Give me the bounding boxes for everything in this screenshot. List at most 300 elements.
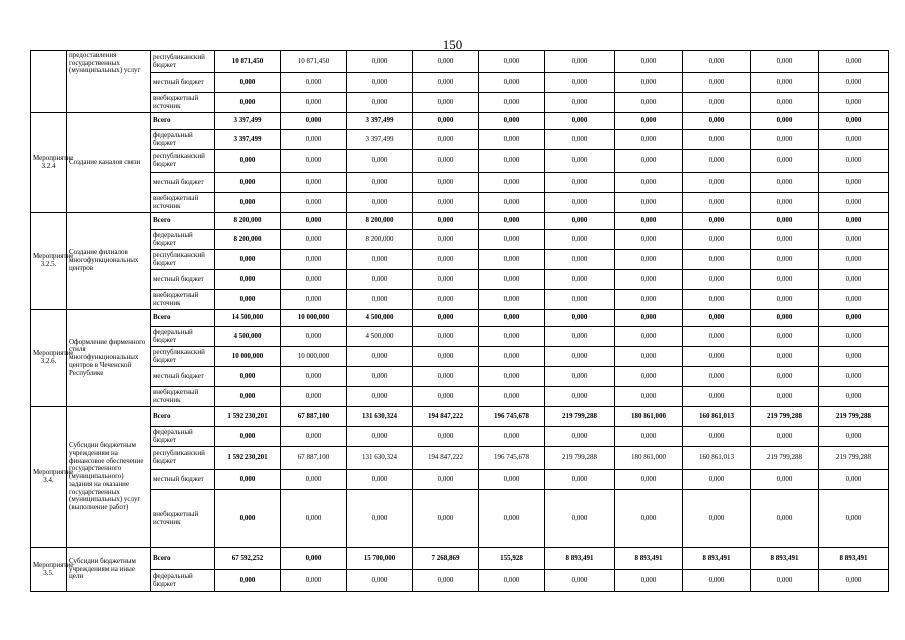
- value-cell: 0,000: [615, 427, 683, 447]
- value-cell: 0,000: [347, 490, 413, 548]
- table-row: [31, 250, 889, 270]
- value-cell: 0,000: [413, 193, 479, 213]
- value-cell: 0,000: [347, 347, 413, 367]
- value-cell: 0,000: [479, 290, 545, 310]
- value-cell: 0,000: [683, 250, 751, 270]
- value-cell: 0,000: [683, 130, 751, 150]
- value-cell: 131 630,324: [347, 407, 413, 427]
- value-cell: 0,000: [281, 490, 347, 548]
- value-cell: 0,000: [413, 213, 479, 230]
- value-cell: 0,000: [683, 193, 751, 213]
- total-cell: 0,000: [215, 387, 281, 407]
- value-cell: 10 871,450: [281, 51, 347, 73]
- total-cell: 10 871,450: [215, 51, 281, 73]
- value-cell: 0,000: [545, 113, 615, 130]
- value-cell: 0,000: [615, 347, 683, 367]
- value-cell: 0,000: [819, 230, 889, 250]
- total-cell: 0,000: [215, 290, 281, 310]
- total-cell: 3 397,499: [215, 113, 281, 130]
- value-cell: 0,000: [615, 150, 683, 173]
- table-row: [31, 447, 889, 470]
- funding-source: местный бюджет: [151, 73, 215, 93]
- value-cell: 0,000: [751, 213, 819, 230]
- value-cell: 0,000: [479, 367, 545, 387]
- value-cell: 0,000: [413, 347, 479, 367]
- value-cell: 0,000: [819, 150, 889, 173]
- table-row: [31, 427, 889, 447]
- measure-name: Создание филиалов многофункциональных центров: [67, 213, 151, 310]
- value-cell: 0,000: [545, 250, 615, 270]
- value-cell: 0,000: [413, 310, 479, 327]
- value-cell: 0,000: [751, 150, 819, 173]
- measure-name: Субсидии бюджетным учреждениям на финансовое обеспечение государственного (муниципального) задания на оказание государственных (муниципальных) услуг (выполнение работ): [67, 407, 151, 548]
- table-row: [31, 387, 889, 407]
- total-cell: 0,000: [215, 173, 281, 193]
- value-cell: 0,000: [413, 470, 479, 490]
- value-cell: 0,000: [819, 73, 889, 93]
- value-cell: 0,000: [281, 113, 347, 130]
- funding-source: внебюджетный источник: [151, 193, 215, 213]
- value-cell: 0,000: [751, 367, 819, 387]
- value-cell: 0,000: [683, 51, 751, 73]
- value-cell: 0,000: [479, 150, 545, 173]
- value-cell: 0,000: [413, 130, 479, 150]
- value-cell: 0,000: [545, 51, 615, 73]
- value-cell: 0,000: [751, 113, 819, 130]
- value-cell: 0,000: [479, 570, 545, 592]
- budget-table: [30, 50, 889, 592]
- measure-code: Мероприятие 3.4.: [31, 407, 67, 548]
- value-cell: 8 893,491: [545, 548, 615, 570]
- value-cell: 0,000: [545, 367, 615, 387]
- value-cell: 155,928: [479, 548, 545, 570]
- value-cell: 0,000: [545, 230, 615, 250]
- funding-source: внебюджетный источник: [151, 290, 215, 310]
- value-cell: 0,000: [413, 327, 479, 347]
- value-cell: 3 397,499: [347, 130, 413, 150]
- value-cell: 0,000: [819, 570, 889, 592]
- total-cell: 8 200,000: [215, 230, 281, 250]
- value-cell: 219 799,288: [751, 407, 819, 427]
- table-row: [31, 150, 889, 173]
- value-cell: 0,000: [347, 193, 413, 213]
- value-cell: 0,000: [751, 250, 819, 270]
- value-cell: 10 000,000: [281, 347, 347, 367]
- value-cell: 0,000: [751, 427, 819, 447]
- funding-source: Всего: [151, 213, 215, 230]
- table-row: [31, 113, 889, 130]
- value-cell: 0,000: [615, 270, 683, 290]
- funding-source: федеральный бюджет: [151, 570, 215, 592]
- value-cell: 8 893,491: [683, 548, 751, 570]
- value-cell: 0,000: [281, 470, 347, 490]
- value-cell: 0,000: [751, 387, 819, 407]
- value-cell: 0,000: [479, 310, 545, 327]
- value-cell: 0,000: [615, 250, 683, 270]
- value-cell: 0,000: [545, 470, 615, 490]
- value-cell: 0,000: [347, 173, 413, 193]
- value-cell: 0,000: [479, 193, 545, 213]
- value-cell: 0,000: [683, 290, 751, 310]
- value-cell: 0,000: [683, 113, 751, 130]
- funding-source: местный бюджет: [151, 367, 215, 387]
- value-cell: 0,000: [683, 387, 751, 407]
- table-row: [31, 407, 889, 427]
- value-cell: 0,000: [479, 130, 545, 150]
- value-cell: 0,000: [751, 327, 819, 347]
- value-cell: 0,000: [683, 570, 751, 592]
- value-cell: 8 893,491: [751, 548, 819, 570]
- table-body: [31, 51, 889, 592]
- measure-code: Мероприятие 3.2.5.: [31, 213, 67, 310]
- value-cell: 8 893,491: [819, 548, 889, 570]
- value-cell: 0,000: [751, 290, 819, 310]
- value-cell: 0,000: [819, 193, 889, 213]
- value-cell: 0,000: [347, 250, 413, 270]
- value-cell: 0,000: [615, 130, 683, 150]
- value-cell: 0,000: [545, 387, 615, 407]
- value-cell: 0,000: [819, 490, 889, 548]
- value-cell: 0,000: [751, 270, 819, 290]
- value-cell: 0,000: [751, 73, 819, 93]
- value-cell: 219 799,288: [545, 407, 615, 427]
- value-cell: 0,000: [413, 51, 479, 73]
- value-cell: 0,000: [281, 290, 347, 310]
- value-cell: 0,000: [347, 367, 413, 387]
- value-cell: 0,000: [545, 150, 615, 173]
- value-cell: 8 200,000: [347, 230, 413, 250]
- value-cell: 0,000: [347, 73, 413, 93]
- funding-source: местный бюджет: [151, 270, 215, 290]
- value-cell: 0,000: [479, 73, 545, 93]
- value-cell: 0,000: [819, 113, 889, 130]
- table-row: [31, 93, 889, 113]
- funding-source: Всего: [151, 407, 215, 427]
- value-cell: 0,000: [479, 490, 545, 548]
- value-cell: 0,000: [615, 93, 683, 113]
- value-cell: 0,000: [413, 113, 479, 130]
- value-cell: 67 887,100: [281, 447, 347, 470]
- value-cell: 0,000: [683, 213, 751, 230]
- value-cell: 0,000: [545, 213, 615, 230]
- value-cell: 0,000: [819, 250, 889, 270]
- value-cell: 0,000: [819, 327, 889, 347]
- value-cell: 0,000: [545, 290, 615, 310]
- table-row: [31, 310, 889, 327]
- table-row: [31, 290, 889, 310]
- value-cell: 0,000: [819, 470, 889, 490]
- funding-source: внебюджетный источник: [151, 93, 215, 113]
- value-cell: 0,000: [281, 193, 347, 213]
- value-cell: 0,000: [819, 213, 889, 230]
- value-cell: 0,000: [347, 150, 413, 173]
- value-cell: 0,000: [751, 173, 819, 193]
- value-cell: 0,000: [615, 230, 683, 250]
- value-cell: 0,000: [819, 173, 889, 193]
- value-cell: 0,000: [281, 150, 347, 173]
- value-cell: 0,000: [413, 230, 479, 250]
- table-row: [31, 193, 889, 213]
- value-cell: 0,000: [413, 290, 479, 310]
- funding-source: республиканский бюджет: [151, 347, 215, 367]
- value-cell: 0,000: [347, 387, 413, 407]
- measure-code: Мероприятие 3.2.4: [31, 113, 67, 213]
- value-cell: 0,000: [751, 230, 819, 250]
- value-cell: 0,000: [413, 367, 479, 387]
- value-cell: 0,000: [413, 250, 479, 270]
- value-cell: 0,000: [281, 427, 347, 447]
- value-cell: 196 745,678: [479, 447, 545, 470]
- value-cell: 0,000: [347, 570, 413, 592]
- value-cell: 194 847,222: [413, 407, 479, 427]
- value-cell: 0,000: [819, 93, 889, 113]
- measure-code: [31, 51, 67, 113]
- value-cell: 0,000: [683, 93, 751, 113]
- table-row: [31, 51, 889, 73]
- funding-source: республиканский бюджет: [151, 51, 215, 73]
- value-cell: 0,000: [751, 193, 819, 213]
- value-cell: 180 861,000: [615, 407, 683, 427]
- measure-name: Создание каналов связи: [67, 113, 151, 213]
- value-cell: 0,000: [479, 230, 545, 250]
- value-cell: 0,000: [545, 490, 615, 548]
- value-cell: 0,000: [545, 427, 615, 447]
- value-cell: 0,000: [819, 367, 889, 387]
- table-row: [31, 130, 889, 150]
- value-cell: 0,000: [683, 173, 751, 193]
- value-cell: 0,000: [479, 113, 545, 130]
- total-cell: 0,000: [215, 270, 281, 290]
- value-cell: 4 500,000: [347, 327, 413, 347]
- value-cell: 0,000: [545, 270, 615, 290]
- value-cell: 0,000: [347, 290, 413, 310]
- value-cell: 0,000: [281, 173, 347, 193]
- value-cell: 0,000: [347, 93, 413, 113]
- value-cell: 0,000: [545, 93, 615, 113]
- value-cell: 0,000: [615, 290, 683, 310]
- value-cell: 0,000: [615, 490, 683, 548]
- value-cell: 0,000: [347, 470, 413, 490]
- funding-source: федеральный бюджет: [151, 327, 215, 347]
- value-cell: 0,000: [615, 387, 683, 407]
- value-cell: 10 000,000: [281, 310, 347, 327]
- value-cell: 0,000: [545, 310, 615, 327]
- value-cell: 0,000: [615, 51, 683, 73]
- value-cell: 0,000: [545, 327, 615, 347]
- value-cell: 0,000: [615, 367, 683, 387]
- value-cell: 0,000: [683, 310, 751, 327]
- value-cell: 0,000: [281, 230, 347, 250]
- table-row: [31, 347, 889, 367]
- value-cell: 0,000: [281, 327, 347, 347]
- value-cell: 8 200,000: [347, 213, 413, 230]
- value-cell: 4 500,000: [347, 310, 413, 327]
- value-cell: 0,000: [281, 548, 347, 570]
- value-cell: 0,000: [347, 270, 413, 290]
- value-cell: 0,000: [683, 490, 751, 548]
- table-row: [31, 470, 889, 490]
- value-cell: 0,000: [413, 150, 479, 173]
- value-cell: 0,000: [615, 73, 683, 93]
- measure-name: предоставления государственных (муниципальных) услуг: [67, 51, 151, 113]
- total-cell: 14 500,000: [215, 310, 281, 327]
- value-cell: 0,000: [751, 93, 819, 113]
- value-cell: 0,000: [347, 51, 413, 73]
- value-cell: 0,000: [683, 73, 751, 93]
- value-cell: 0,000: [479, 427, 545, 447]
- value-cell: 0,000: [413, 427, 479, 447]
- funding-source: местный бюджет: [151, 173, 215, 193]
- total-cell: 67 592,252: [215, 548, 281, 570]
- total-cell: 0,000: [215, 150, 281, 173]
- total-cell: 8 200,000: [215, 213, 281, 230]
- value-cell: 0,000: [413, 270, 479, 290]
- value-cell: 8 893,491: [615, 548, 683, 570]
- funding-source: федеральный бюджет: [151, 230, 215, 250]
- value-cell: 0,000: [479, 250, 545, 270]
- funding-source: внебюджетный источник: [151, 387, 215, 407]
- value-cell: 219 799,288: [819, 447, 889, 470]
- value-cell: 0,000: [819, 290, 889, 310]
- value-cell: 0,000: [281, 367, 347, 387]
- value-cell: 0,000: [281, 130, 347, 150]
- value-cell: 0,000: [683, 470, 751, 490]
- value-cell: 0,000: [751, 310, 819, 327]
- value-cell: 0,000: [683, 230, 751, 250]
- funding-source: Всего: [151, 548, 215, 570]
- value-cell: 0,000: [479, 93, 545, 113]
- total-cell: 0,000: [215, 193, 281, 213]
- value-cell: 0,000: [413, 387, 479, 407]
- total-cell: 0,000: [215, 427, 281, 447]
- value-cell: 0,000: [413, 570, 479, 592]
- value-cell: 219 799,288: [819, 407, 889, 427]
- value-cell: 0,000: [413, 490, 479, 548]
- value-cell: 196 745,678: [479, 407, 545, 427]
- value-cell: 0,000: [751, 51, 819, 73]
- total-cell: 4 500,000: [215, 327, 281, 347]
- value-cell: 0,000: [615, 213, 683, 230]
- table-row: [31, 270, 889, 290]
- value-cell: 0,000: [545, 73, 615, 93]
- total-cell: 1 592 230,201: [215, 447, 281, 470]
- value-cell: 0,000: [615, 113, 683, 130]
- value-cell: 0,000: [479, 213, 545, 230]
- measure-name: Оформление фирменного стиля многофункциональных центров в Чеченской Республике: [67, 310, 151, 407]
- value-cell: 0,000: [479, 173, 545, 193]
- value-cell: 15 700,000: [347, 548, 413, 570]
- value-cell: 0,000: [615, 193, 683, 213]
- table-row: [31, 490, 889, 548]
- value-cell: 0,000: [615, 327, 683, 347]
- value-cell: 7 268,869: [413, 548, 479, 570]
- value-cell: 0,000: [479, 347, 545, 367]
- funding-source: федеральный бюджет: [151, 427, 215, 447]
- total-cell: 0,000: [215, 490, 281, 548]
- funding-source: Всего: [151, 113, 215, 130]
- value-cell: 0,000: [479, 387, 545, 407]
- table-row: [31, 548, 889, 570]
- funding-source: республиканский бюджет: [151, 250, 215, 270]
- value-cell: 0,000: [545, 193, 615, 213]
- funding-source: федеральный бюджет: [151, 130, 215, 150]
- value-cell: 0,000: [615, 173, 683, 193]
- value-cell: 0,000: [751, 470, 819, 490]
- value-cell: 0,000: [751, 490, 819, 548]
- total-cell: 0,000: [215, 250, 281, 270]
- funding-source: Всего: [151, 310, 215, 327]
- value-cell: 0,000: [479, 51, 545, 73]
- funding-source: местный бюджет: [151, 470, 215, 490]
- value-cell: 0,000: [683, 347, 751, 367]
- value-cell: 0,000: [819, 51, 889, 73]
- value-cell: 0,000: [413, 173, 479, 193]
- total-cell: 0,000: [215, 93, 281, 113]
- value-cell: 0,000: [281, 250, 347, 270]
- value-cell: 219 799,288: [545, 447, 615, 470]
- value-cell: 0,000: [683, 270, 751, 290]
- value-cell: 0,000: [479, 270, 545, 290]
- total-cell: 0,000: [215, 470, 281, 490]
- value-cell: 194 847,222: [413, 447, 479, 470]
- total-cell: 0,000: [215, 73, 281, 93]
- value-cell: 67 887,100: [281, 407, 347, 427]
- value-cell: 0,000: [413, 73, 479, 93]
- value-cell: 160 861,013: [683, 447, 751, 470]
- value-cell: 219 799,288: [751, 447, 819, 470]
- value-cell: 0,000: [683, 367, 751, 387]
- total-cell: 3 397,499: [215, 130, 281, 150]
- total-cell: 0,000: [215, 367, 281, 387]
- value-cell: 0,000: [281, 387, 347, 407]
- value-cell: 0,000: [751, 347, 819, 367]
- table-row: [31, 230, 889, 250]
- value-cell: 0,000: [479, 470, 545, 490]
- value-cell: 0,000: [819, 310, 889, 327]
- value-cell: 160 861,013: [683, 407, 751, 427]
- value-cell: 0,000: [819, 387, 889, 407]
- measure-code: Мероприятие 3.2.6.: [31, 310, 67, 407]
- value-cell: 0,000: [615, 310, 683, 327]
- value-cell: 0,000: [281, 73, 347, 93]
- measure-name: Субсидии бюджетным учреждениям на иные цели: [67, 548, 151, 592]
- value-cell: 0,000: [819, 347, 889, 367]
- page-number: 150: [442, 37, 463, 52]
- value-cell: 3 397,499: [347, 113, 413, 130]
- value-cell: 0,000: [281, 270, 347, 290]
- total-cell: 1 592 230,201: [215, 407, 281, 427]
- funding-source: республиканский бюджет: [151, 150, 215, 173]
- value-cell: 0,000: [683, 427, 751, 447]
- table-row: [31, 570, 889, 592]
- value-cell: 0,000: [819, 270, 889, 290]
- value-cell: 0,000: [545, 130, 615, 150]
- total-cell: 10 000,000: [215, 347, 281, 367]
- value-cell: 0,000: [615, 470, 683, 490]
- value-cell: 0,000: [683, 327, 751, 347]
- table-row: [31, 327, 889, 347]
- value-cell: 0,000: [545, 347, 615, 367]
- table-row: [31, 213, 889, 230]
- value-cell: 131 630,324: [347, 447, 413, 470]
- value-cell: 0,000: [615, 570, 683, 592]
- value-cell: 0,000: [819, 427, 889, 447]
- value-cell: 0,000: [413, 93, 479, 113]
- table-row: [31, 367, 889, 387]
- value-cell: 0,000: [347, 427, 413, 447]
- value-cell: 0,000: [751, 130, 819, 150]
- value-cell: 0,000: [281, 570, 347, 592]
